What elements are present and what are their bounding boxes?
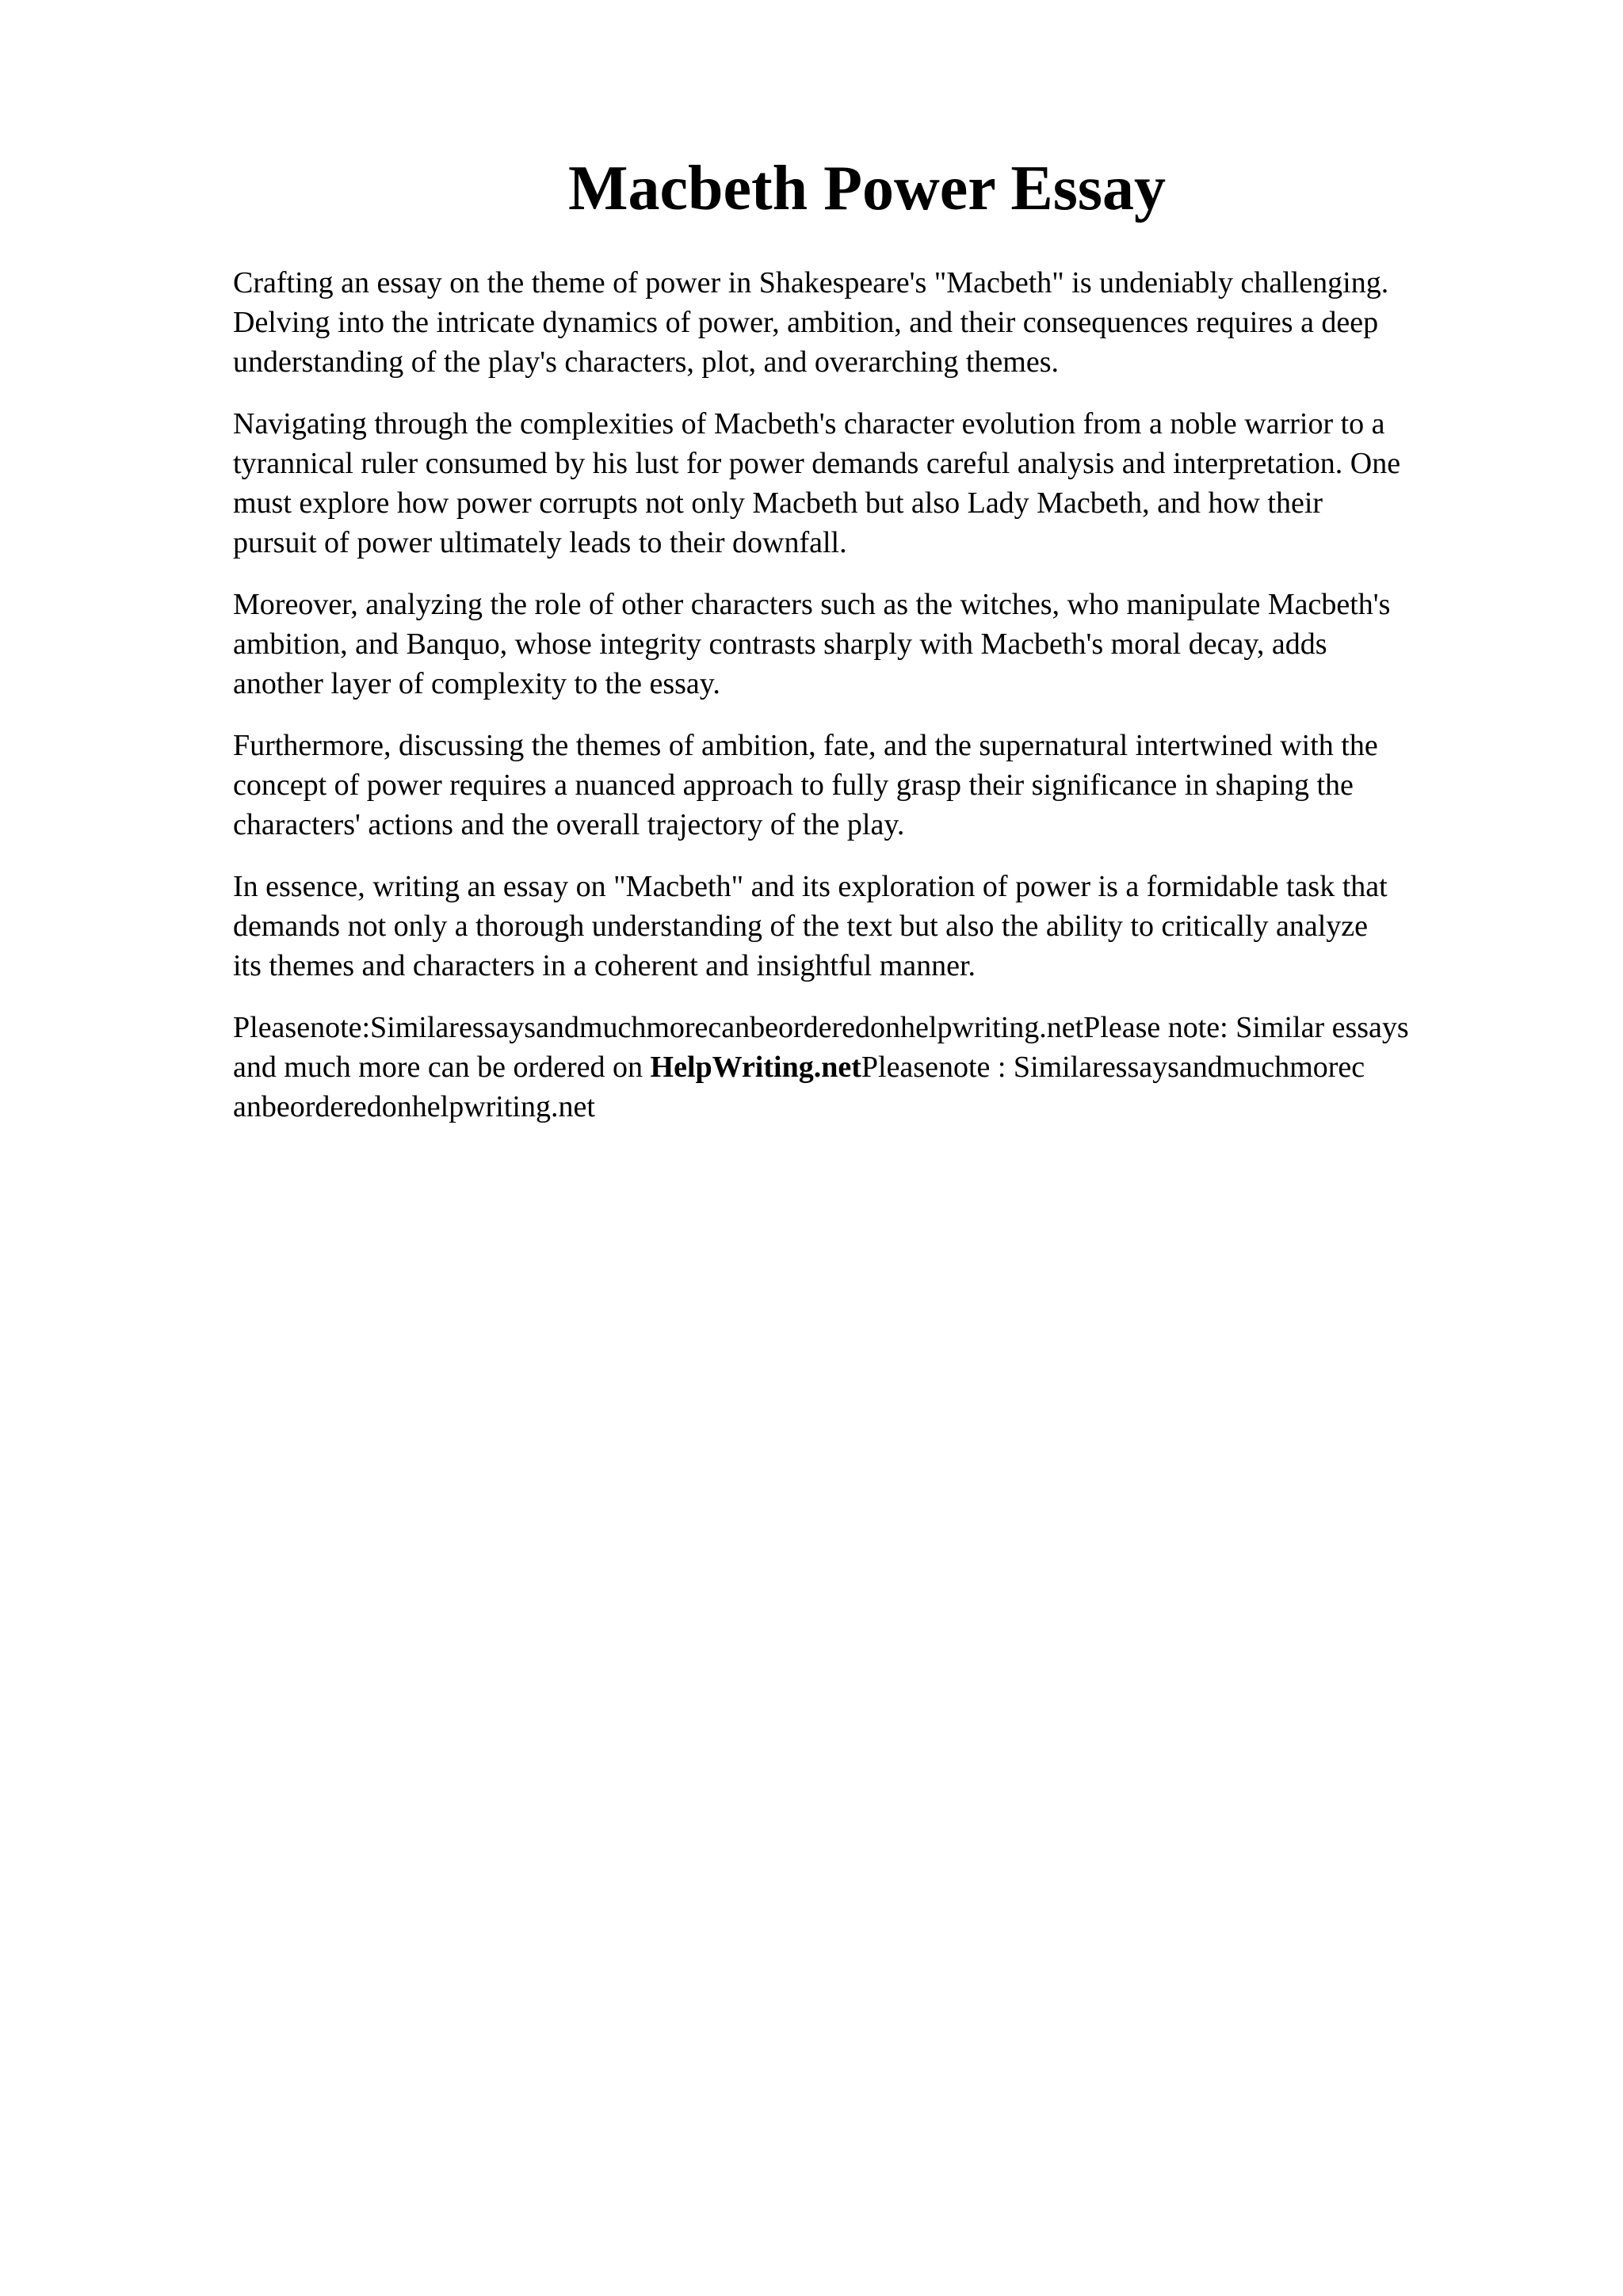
paragraph-line: In essence, writing an essay on "Macbeth" and its exploration of power is a formidable task that	[233, 870, 1388, 903]
helpwriting-link[interactable]: HelpWriting.net	[650, 1051, 861, 1084]
page-title: Macbeth Power Essay	[568, 154, 1166, 223]
paragraph-line: Furthermore, discussing the themes of ambition, fate, and the supernatural intertwined with the	[233, 729, 1378, 762]
note-text-after-link: Pleasenote : Similaressaysandmuchmorec	[861, 1051, 1365, 1084]
paragraph-line: concept of power requires a nuanced approach to fully grasp their significance in shaping the	[233, 769, 1354, 802]
paragraph-line: demands not only a thorough understanding of the text but also the ability to critically analyze	[233, 910, 1369, 943]
paragraph-line: another layer of complexity to the essay.	[233, 667, 720, 700]
note-text-before-link: and much more can be ordered on	[233, 1051, 651, 1084]
paragraph-line: Delving into the intricate dynamics of power, ambition, and their consequences requires a deep	[233, 306, 1379, 339]
paragraph-line: Crafting an essay on the theme of power in Shakespeare's "Macbeth" is undeniably challenging.	[233, 266, 1389, 299]
note-line-2	[233, 1047, 1525, 1087]
paragraph-line: must explore how power corrupts not only Macbeth but also Lady Macbeth, and how their	[233, 486, 1323, 520]
paragraph-4	[233, 726, 1525, 845]
paragraph-2	[233, 404, 1525, 563]
paragraph-line: pursuit of power ultimately leads to their downfall.	[233, 526, 847, 559]
paragraph-line: ambition, and Banquo, whose integrity contrasts sharply with Macbeth's moral decay, adds	[233, 627, 1327, 661]
paragraph-3	[233, 585, 1525, 704]
paragraph-line: tyrannical ruler consumed by his lust for power demands careful analysis and interpretation. One	[233, 447, 1401, 480]
paragraph-line: its themes and characters in a coherent and insightful manner.	[233, 949, 976, 982]
note-line-3: anbeorderedonhelpwriting.net	[233, 1090, 595, 1123]
paragraph-line: Moreover, analyzing the role of other characters such as the witches, who manipulate Macbeth's	[233, 588, 1391, 621]
paragraph-line: understanding of the play's characters, plot, and overarching themes.	[233, 345, 1059, 379]
paragraph-5	[233, 867, 1525, 986]
paragraph-line: characters' actions and the overall trajectory of the play.	[233, 808, 905, 841]
essay-body	[233, 263, 1525, 1149]
paragraph-1	[233, 263, 1525, 382]
note-line-1: Pleasenote:Similaressaysandmuchmorecanbeorderedonhelpwriting.netPlease note: Similar essays	[233, 1011, 1409, 1044]
paragraph-line: Navigating through the complexities of Macbeth's character evolution from a noble warrior to a	[233, 407, 1385, 441]
order-note	[233, 1008, 1525, 1127]
